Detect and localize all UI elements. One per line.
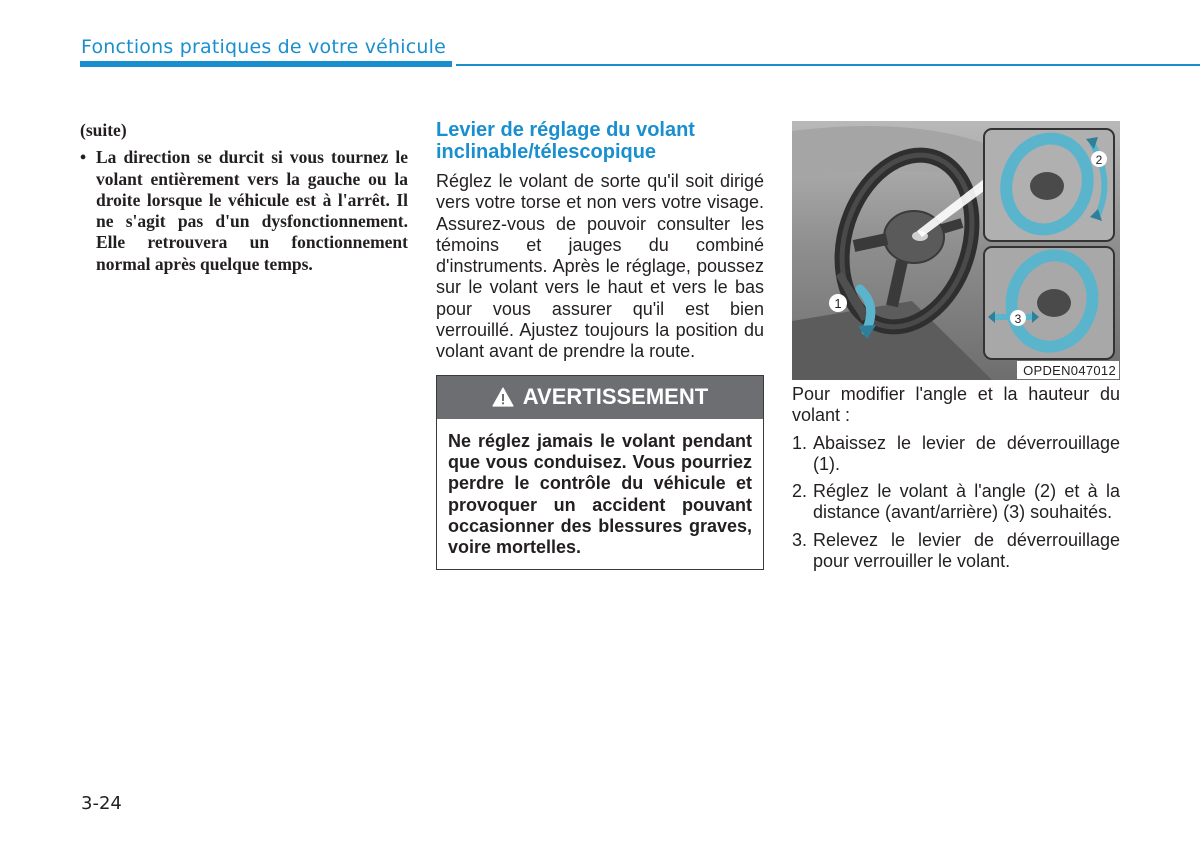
- section-body: Réglez le volant de sorte qu'il soit dirigé vers votre torse et non vers votre visage. Assurez-vous de pouvoir consulter les témoins et jauges du combiné d'instruments. Après le réglage, poussez sur le volant vers le haut et vers le bas pour vous assurer qu'il est bien verrouillé. Ajustez toujours la position du volant avant de prendre la route.: [436, 171, 764, 362]
- step-text: Abaissez le levier de déverrouillage (1).: [813, 432, 1120, 474]
- inset-tilt: [984, 127, 1114, 241]
- step-number: 3.: [792, 529, 808, 550]
- warning-title: AVERTISSEMENT: [522, 384, 709, 410]
- step-text: Réglez le volant à l'angle (2) et à la distance (avant/arrière) (3) souhaités.: [813, 481, 1120, 523]
- instruction-step: [792, 433, 1120, 476]
- warning-triangle-icon: [492, 387, 514, 407]
- continued-label: (suite): [80, 120, 127, 140]
- steering-wheel-drawing: [792, 121, 1120, 380]
- inset-telescopic: [984, 246, 1114, 359]
- callout-1: 1: [834, 296, 842, 311]
- bullet-icon: •: [80, 147, 87, 168]
- steering-wheel-illustration: [792, 121, 1120, 380]
- warning-box: [436, 375, 764, 571]
- continued-note-column: [80, 120, 408, 275]
- figure-code: OPDEN047012: [1017, 361, 1119, 379]
- header-rule-thin: [456, 64, 1200, 66]
- bullet-item: [80, 147, 408, 275]
- bullet-text: La direction se durcit si vous tournez le volant entièrement vers la gauche ou la droite lorsque le véhicule est à l'arrêt. Il ne s'agit pas d'un dysfonctionnement. Elle retrouvera un fonctionnement normal après quelque temps.: [96, 147, 408, 274]
- instruction-step: [792, 530, 1120, 573]
- warning-header: [437, 376, 763, 419]
- step-text: Relevez le levier de déverrouillage pour verrouiller le volant.: [813, 529, 1120, 572]
- instruction-step: [792, 481, 1120, 524]
- instructions-intro: Pour modifier l'angle et la hauteur du volant :: [792, 384, 1120, 426]
- page-number: 3-24: [81, 793, 122, 814]
- step-number: 2.: [792, 481, 808, 502]
- step-number: 1.: [792, 432, 808, 453]
- instruction-steps: [792, 433, 1120, 573]
- section-header-title: Fonctions pratiques de votre véhicule: [81, 36, 447, 58]
- header-rule-thick: [80, 61, 452, 67]
- section-title: Levier de réglage du volant inclinable/télescopique: [436, 119, 695, 163]
- main-section-column: [436, 119, 764, 570]
- instructions-column: [792, 384, 1120, 578]
- callout-2: 2: [1095, 153, 1103, 167]
- warning-text: Ne réglez jamais le volant pendant que vous conduisez. Vous pourriez perdre le contrôle du véhicule et provoquer un accident pouvant occasionner des blessures graves, voire mortelles.: [448, 430, 752, 558]
- callout-3: 3: [1014, 312, 1022, 326]
